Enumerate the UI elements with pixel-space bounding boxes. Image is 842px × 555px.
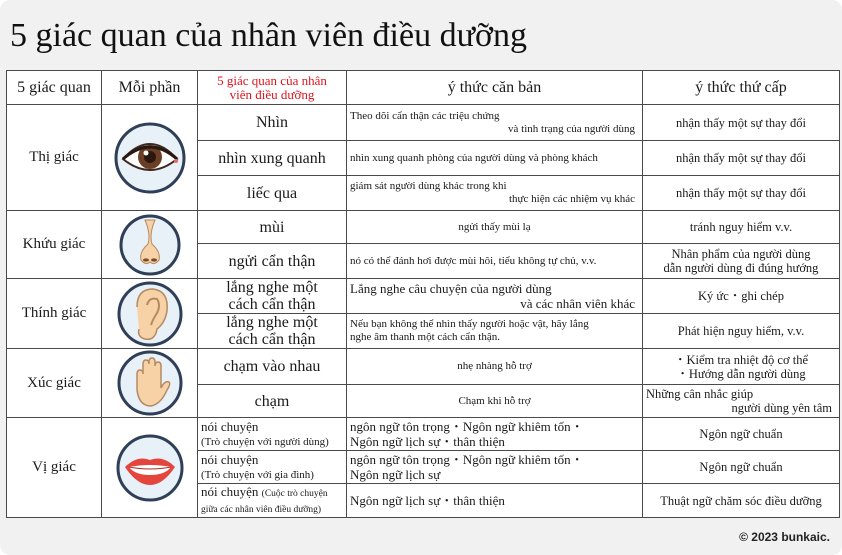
- part-talk-family: [198, 451, 347, 484]
- part-talk-staff-sub-a: (Cuộc trò chuyện: [261, 488, 328, 499]
- basic-glance-a: giám sát người dùng khác trong khi: [350, 180, 507, 192]
- eye-icon: [113, 121, 187, 195]
- part-listen-carefully-1: [198, 279, 347, 314]
- part-talk-users-sub: (Trò chuyện với người dùng): [201, 435, 329, 448]
- part-talk-users-main: nói chuyện: [201, 418, 259, 434]
- basic-glance: [347, 176, 643, 211]
- part-listen-1-b: cách cẩn thận: [228, 296, 316, 313]
- basic-look: [347, 105, 643, 141]
- sight-icon-cell: [102, 105, 198, 211]
- basic-listen-2: [347, 314, 643, 349]
- header-basic: ý thức căn bản: [347, 71, 643, 105]
- secondary-listen-1: Ký ức・ghi chép: [643, 279, 840, 314]
- table-row: [7, 418, 840, 451]
- table-row: [7, 279, 840, 314]
- header-row: [7, 71, 840, 105]
- part-talk-staff-main: nói chuyện: [201, 483, 259, 499]
- part-talk-staff-sub-b: giữa các nhân viên điều dưỡng): [201, 504, 322, 515]
- header-secondary: ý thức thứ cấp: [643, 71, 840, 105]
- secondary-talk-staff: Thuật ngữ chăm sóc điều dưỡng: [643, 484, 840, 518]
- table-row: [7, 105, 840, 141]
- mouth-icon: [115, 433, 185, 503]
- basic-talk-family-b: Ngôn ngữ lịch sự: [350, 467, 441, 482]
- secondary-touch: [643, 385, 840, 418]
- basic-talk-family-a: ngôn ngữ tôn trọng・Ngôn ngữ khiêm tốn・: [350, 452, 584, 467]
- secondary-touch-2-b: người dùng yên tâm: [731, 401, 832, 415]
- basic-talk-users-a: ngôn ngữ tôn trọng・Ngôn ngữ khiêm tốn・: [350, 419, 584, 434]
- secondary-sniff-a: Nhân phẩm của người dùng: [671, 247, 811, 261]
- part-listen-2-b: cách cẩn thận: [228, 331, 316, 348]
- basic-listen-2-b: nghe âm thanh một cách cẩn thận.: [350, 331, 500, 343]
- part-talk-staff: [198, 484, 347, 518]
- taste-icon-cell: [102, 418, 198, 518]
- header-five-senses-line1: 5 giác quan của nhân: [217, 72, 327, 88]
- header-part: Mỗi phần: [102, 71, 198, 105]
- secondary-look-around: nhận thấy một sự thay đổi: [643, 141, 840, 176]
- secondary-touch-b: ・Hướng dẫn người dùng: [676, 366, 806, 381]
- part-listen-1-a: lắng nghe một: [226, 279, 318, 296]
- part-look-around: nhìn xung quanh: [198, 141, 347, 176]
- secondary-sniff: [643, 244, 840, 279]
- part-listen-carefully-2: [198, 314, 347, 349]
- secondary-listen-2: Phát hiện nguy hiểm, v.v.: [643, 314, 840, 349]
- table-row: [7, 211, 840, 244]
- basic-listen-1: [347, 279, 643, 314]
- basic-listen-2-a: Nếu bạn không thể nhìn thấy người hoặc vật, hãy lắng: [350, 318, 589, 330]
- basic-talk-users-b: Ngôn ngữ lịch sự・thân thiện: [350, 434, 505, 449]
- part-sniff: ngửi cẩn thận: [198, 244, 347, 279]
- sense-sight: Thị giác: [7, 105, 102, 211]
- secondary-touch-2-a: Những cân nhắc giúp: [646, 387, 754, 401]
- basic-glance-b: thực hiện các nhiệm vụ khác: [509, 193, 635, 205]
- nose-icon: [115, 214, 185, 276]
- part-touch: chạm: [198, 385, 347, 418]
- basic-listen-1-a: Lắng nghe câu chuyện của người dùng: [350, 281, 552, 296]
- part-listen-2-a: lắng nghe một: [226, 314, 318, 331]
- basic-look-a: Theo dõi cẩn thận các triệu chứng: [350, 109, 500, 122]
- basic-smell: ngửi thấy mùi lạ: [347, 211, 643, 244]
- basic-look-b: và tình trạng của người dùng: [508, 122, 635, 135]
- smell-icon-cell: [102, 211, 198, 279]
- copyright: © 2023 bunkaic.: [739, 530, 830, 544]
- basic-talk-family: [347, 451, 643, 484]
- sense-hearing: Thính giác: [7, 279, 102, 349]
- hearing-icon-cell: [102, 279, 198, 349]
- secondary-look: nhận thấy một sự thay đổi: [643, 105, 840, 141]
- part-touch-each-other: chạm vào nhau: [198, 349, 347, 385]
- secondary-talk-family: Ngôn ngữ chuẩn: [643, 451, 840, 484]
- secondary-touch-a: ・Kiểm tra nhiệt độ cơ thể: [673, 352, 808, 367]
- ear-icon: [115, 281, 185, 347]
- basic-talk-staff: Ngôn ngữ lịch sự・thân thiện: [347, 484, 643, 518]
- touch-icon-cell: [102, 349, 198, 418]
- basic-sniff: nó có thể đánh hơi được mùi hôi, tiểu không tự chủ, v.v.: [347, 244, 643, 279]
- table-row: [7, 349, 840, 385]
- part-talk-family-main: nói chuyện: [201, 451, 259, 467]
- secondary-smell: tránh nguy hiểm v.v.: [643, 211, 840, 244]
- sense-smell: Khứu giác: [7, 211, 102, 279]
- page-title: 5 giác quan của nhân viên điều dưỡng: [10, 17, 527, 54]
- basic-look-around: nhìn xung quanh phòng của người dùng và phòng khách: [347, 141, 643, 176]
- basic-touch: Chạm khi hỗ trợ: [347, 385, 643, 418]
- part-smell: mùi: [198, 211, 347, 244]
- secondary-sniff-b: dẫn người dùng đi đúng hướng: [663, 261, 819, 275]
- part-talk-family-sub: (Trò chuyện với gia đình): [201, 468, 314, 481]
- part-look: Nhìn: [198, 105, 347, 141]
- secondary-talk-users: Ngôn ngữ chuẩn: [643, 418, 840, 451]
- secondary-glance: nhận thấy một sự thay đổi: [643, 176, 840, 211]
- header-five-senses: [198, 71, 347, 105]
- part-talk-users: [198, 418, 347, 451]
- sense-touch: Xúc giác: [7, 349, 102, 418]
- basic-listen-1-b: và các nhân viên khác: [520, 296, 635, 311]
- header-five-senses-line2: viên điều dưỡng: [229, 86, 315, 102]
- part-glance: liếc qua: [198, 176, 347, 211]
- basic-talk-users: [347, 418, 643, 451]
- basic-touch-each-other: nhẹ nhàng hỗ trợ: [347, 349, 643, 385]
- sense-taste: Vị giác: [7, 418, 102, 518]
- hand-icon: [115, 350, 185, 416]
- header-sense: 5 giác quan: [7, 71, 102, 105]
- secondary-touch-each-other: [643, 349, 840, 385]
- senses-table: [6, 70, 840, 518]
